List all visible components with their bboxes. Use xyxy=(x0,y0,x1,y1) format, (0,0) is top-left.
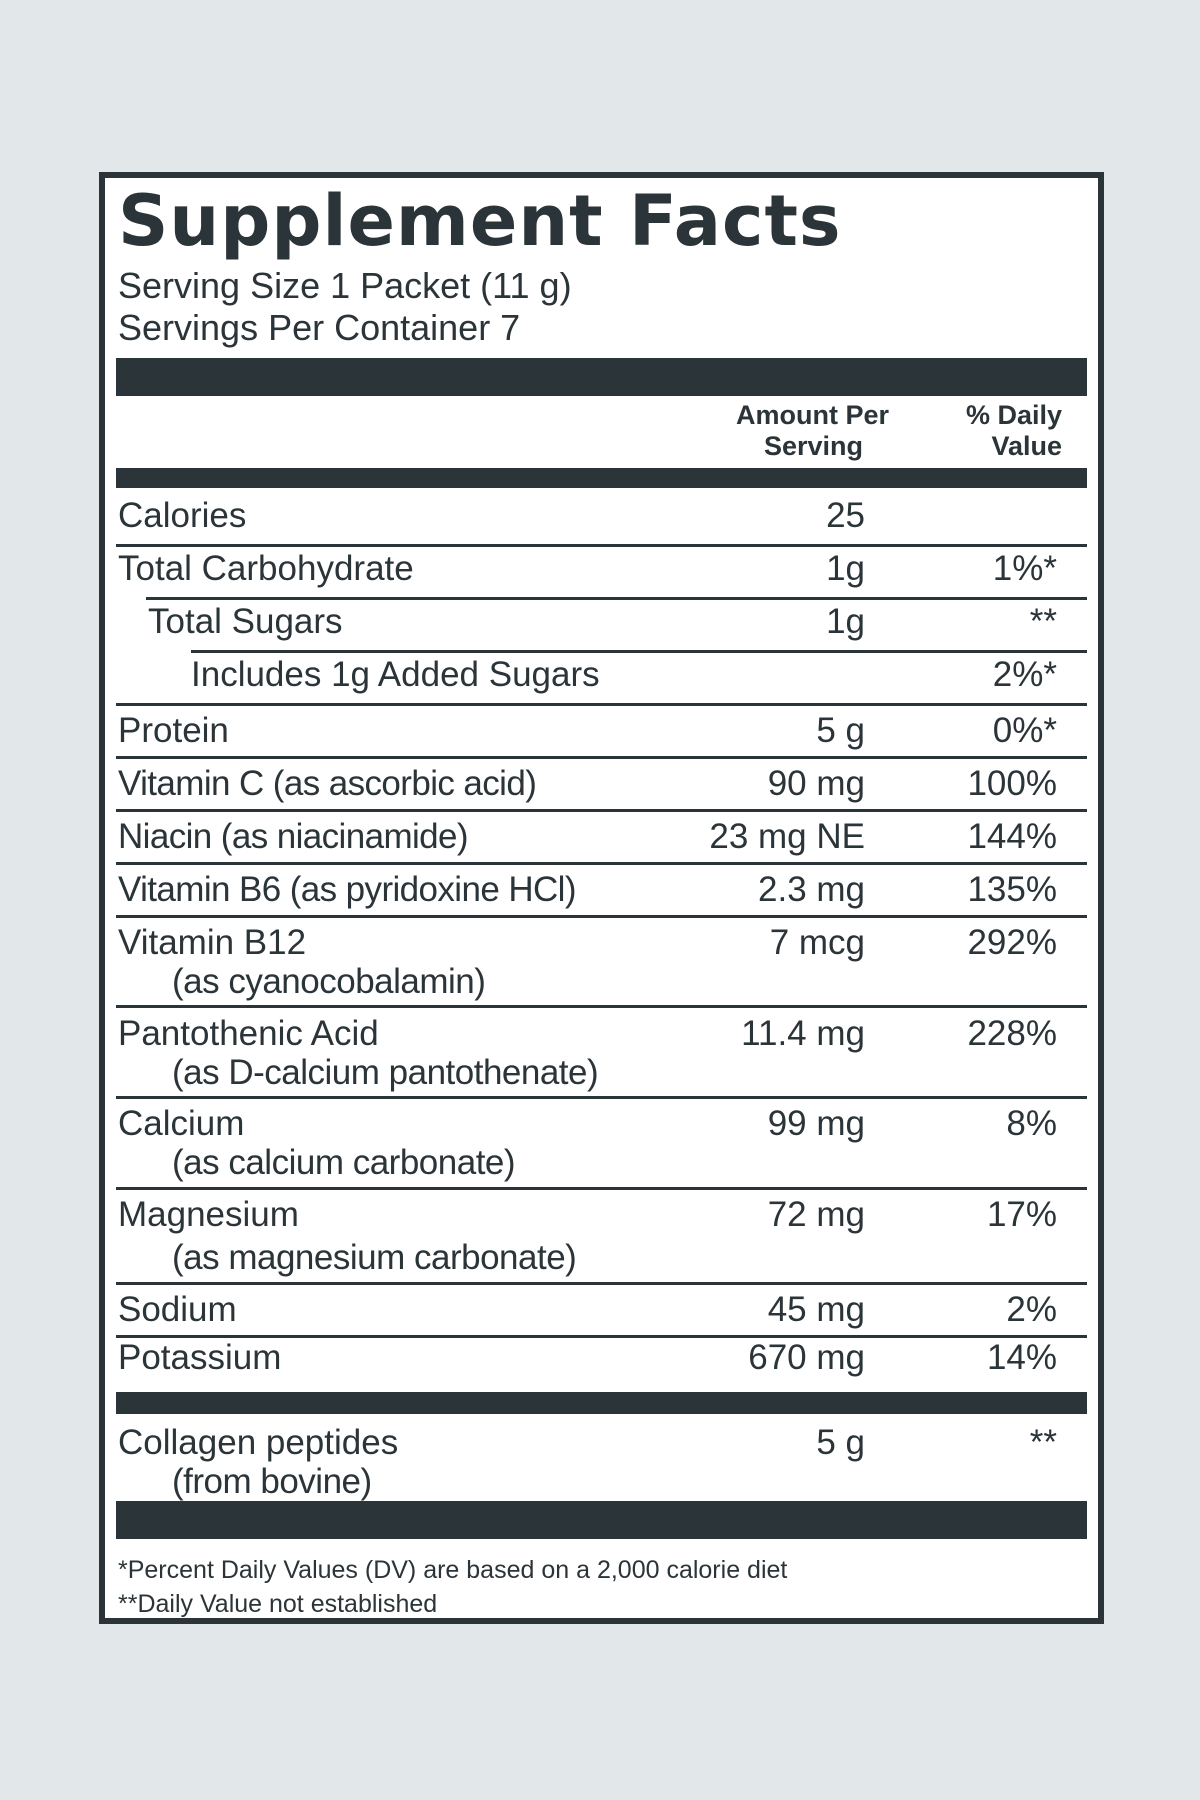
amount-per-serving-header xyxy=(736,400,889,462)
row-divider xyxy=(116,1005,1087,1008)
row-name: Total Sugars xyxy=(148,602,343,641)
table-row xyxy=(116,706,1087,759)
row-daily-value: ** xyxy=(1029,602,1057,641)
supplement-facts-content xyxy=(116,178,1087,1618)
table-row xyxy=(116,1333,1087,1383)
row-name: Includes 1g Added Sugars xyxy=(191,655,600,694)
dv-header-line2: Value xyxy=(991,431,1062,461)
row-daily-value: 135% xyxy=(967,870,1057,909)
table-row xyxy=(116,1009,1087,1096)
row-daily-value: 8% xyxy=(1006,1104,1057,1143)
row-amount: 90 mg xyxy=(767,764,865,803)
table-row xyxy=(116,544,1087,597)
row-amount: 72 mg xyxy=(767,1195,865,1234)
table-row xyxy=(116,650,1087,703)
table-row xyxy=(116,759,1087,812)
row-amount: 11.4 mg xyxy=(741,1014,865,1053)
amount-header-line2: Serving xyxy=(763,431,863,461)
row-source: (as magnesium carbonate) xyxy=(172,1238,577,1277)
row-amount: 23 mg NE xyxy=(709,817,865,856)
row-name: Vitamin C (as ascorbic acid) xyxy=(118,764,537,803)
row-name: Pantothenic Acid xyxy=(118,1014,379,1053)
serving-size: Serving Size 1 Packet (11 g) xyxy=(118,265,572,306)
row-amount: 7 mcg xyxy=(769,923,865,962)
table-row xyxy=(116,1285,1087,1335)
amount-header-line1: Amount Per xyxy=(735,400,889,430)
row-amount: 670 mg xyxy=(748,1338,865,1377)
thick-divider-top xyxy=(116,358,1087,396)
row-amount: 5 g xyxy=(816,1423,865,1462)
row-amount: 45 mg xyxy=(767,1290,865,1329)
row-daily-value: 0%* xyxy=(992,711,1057,750)
table-row xyxy=(116,597,1087,650)
row-daily-value: ** xyxy=(1029,1423,1057,1462)
row-daily-value: 228% xyxy=(967,1014,1057,1053)
row-name: Sodium xyxy=(118,1290,237,1329)
table-row xyxy=(116,1099,1087,1186)
row-daily-value: 100% xyxy=(967,764,1057,803)
dv-header-line1: % Daily xyxy=(965,400,1062,430)
table-row xyxy=(116,918,1087,1005)
row-name: Protein xyxy=(118,711,229,750)
row-daily-value: 2% xyxy=(1006,1290,1057,1329)
row-amount: 25 xyxy=(826,496,865,535)
daily-value-header xyxy=(966,400,1062,462)
table-row xyxy=(116,812,1087,865)
medium-divider xyxy=(116,1392,1087,1414)
row-amount: 5 g xyxy=(816,711,865,750)
table-row xyxy=(116,865,1087,918)
row-daily-value: 14% xyxy=(986,1338,1057,1377)
supplement-facts-panel xyxy=(99,172,1104,1624)
row-name: Total Carbohydrate xyxy=(118,549,414,588)
row-source: (as D-calcium pantothenate) xyxy=(172,1053,599,1092)
row-daily-value: 144% xyxy=(967,817,1057,856)
row-name: Collagen peptides xyxy=(118,1423,399,1462)
row-name: Vitamin B12 xyxy=(118,923,307,962)
servings-per-container: Servings Per Container 7 xyxy=(118,307,521,348)
footnote-daily-value: *Percent Daily Values (DV) are based on a 2,000 calorie diet xyxy=(118,1556,788,1584)
row-daily-value: 17% xyxy=(986,1195,1057,1234)
table-row xyxy=(116,1190,1087,1282)
row-amount: 1g xyxy=(826,602,865,641)
row-name: Calcium xyxy=(118,1104,245,1143)
row-name: Potassium xyxy=(118,1338,282,1377)
row-daily-value: 1%* xyxy=(992,549,1057,588)
thick-divider-bottom xyxy=(116,1501,1087,1539)
row-amount: 1g xyxy=(826,549,865,588)
row-daily-value: 2%* xyxy=(992,655,1057,694)
row-amount: 2.3 mg xyxy=(758,870,865,909)
row-name: Magnesium xyxy=(118,1195,299,1234)
footnote-not-established: **Daily Value not established xyxy=(118,1590,438,1618)
label-title: Supplement Facts xyxy=(118,180,842,262)
row-name: Calories xyxy=(118,496,247,535)
row-source: (as calcium carbonate) xyxy=(172,1143,516,1182)
row-amount: 99 mg xyxy=(767,1104,865,1143)
row-source: (as cyanocobalamin) xyxy=(172,962,486,1001)
row-daily-value: 292% xyxy=(967,923,1057,962)
table-row xyxy=(116,491,1087,544)
table-row xyxy=(116,1418,1087,1508)
medium-divider xyxy=(116,468,1087,488)
row-source: (from bovine) xyxy=(172,1462,372,1501)
row-name: Vitamin B6 (as pyridoxine HCl) xyxy=(118,870,576,909)
row-name: Niacin (as niacinamide) xyxy=(118,817,468,856)
